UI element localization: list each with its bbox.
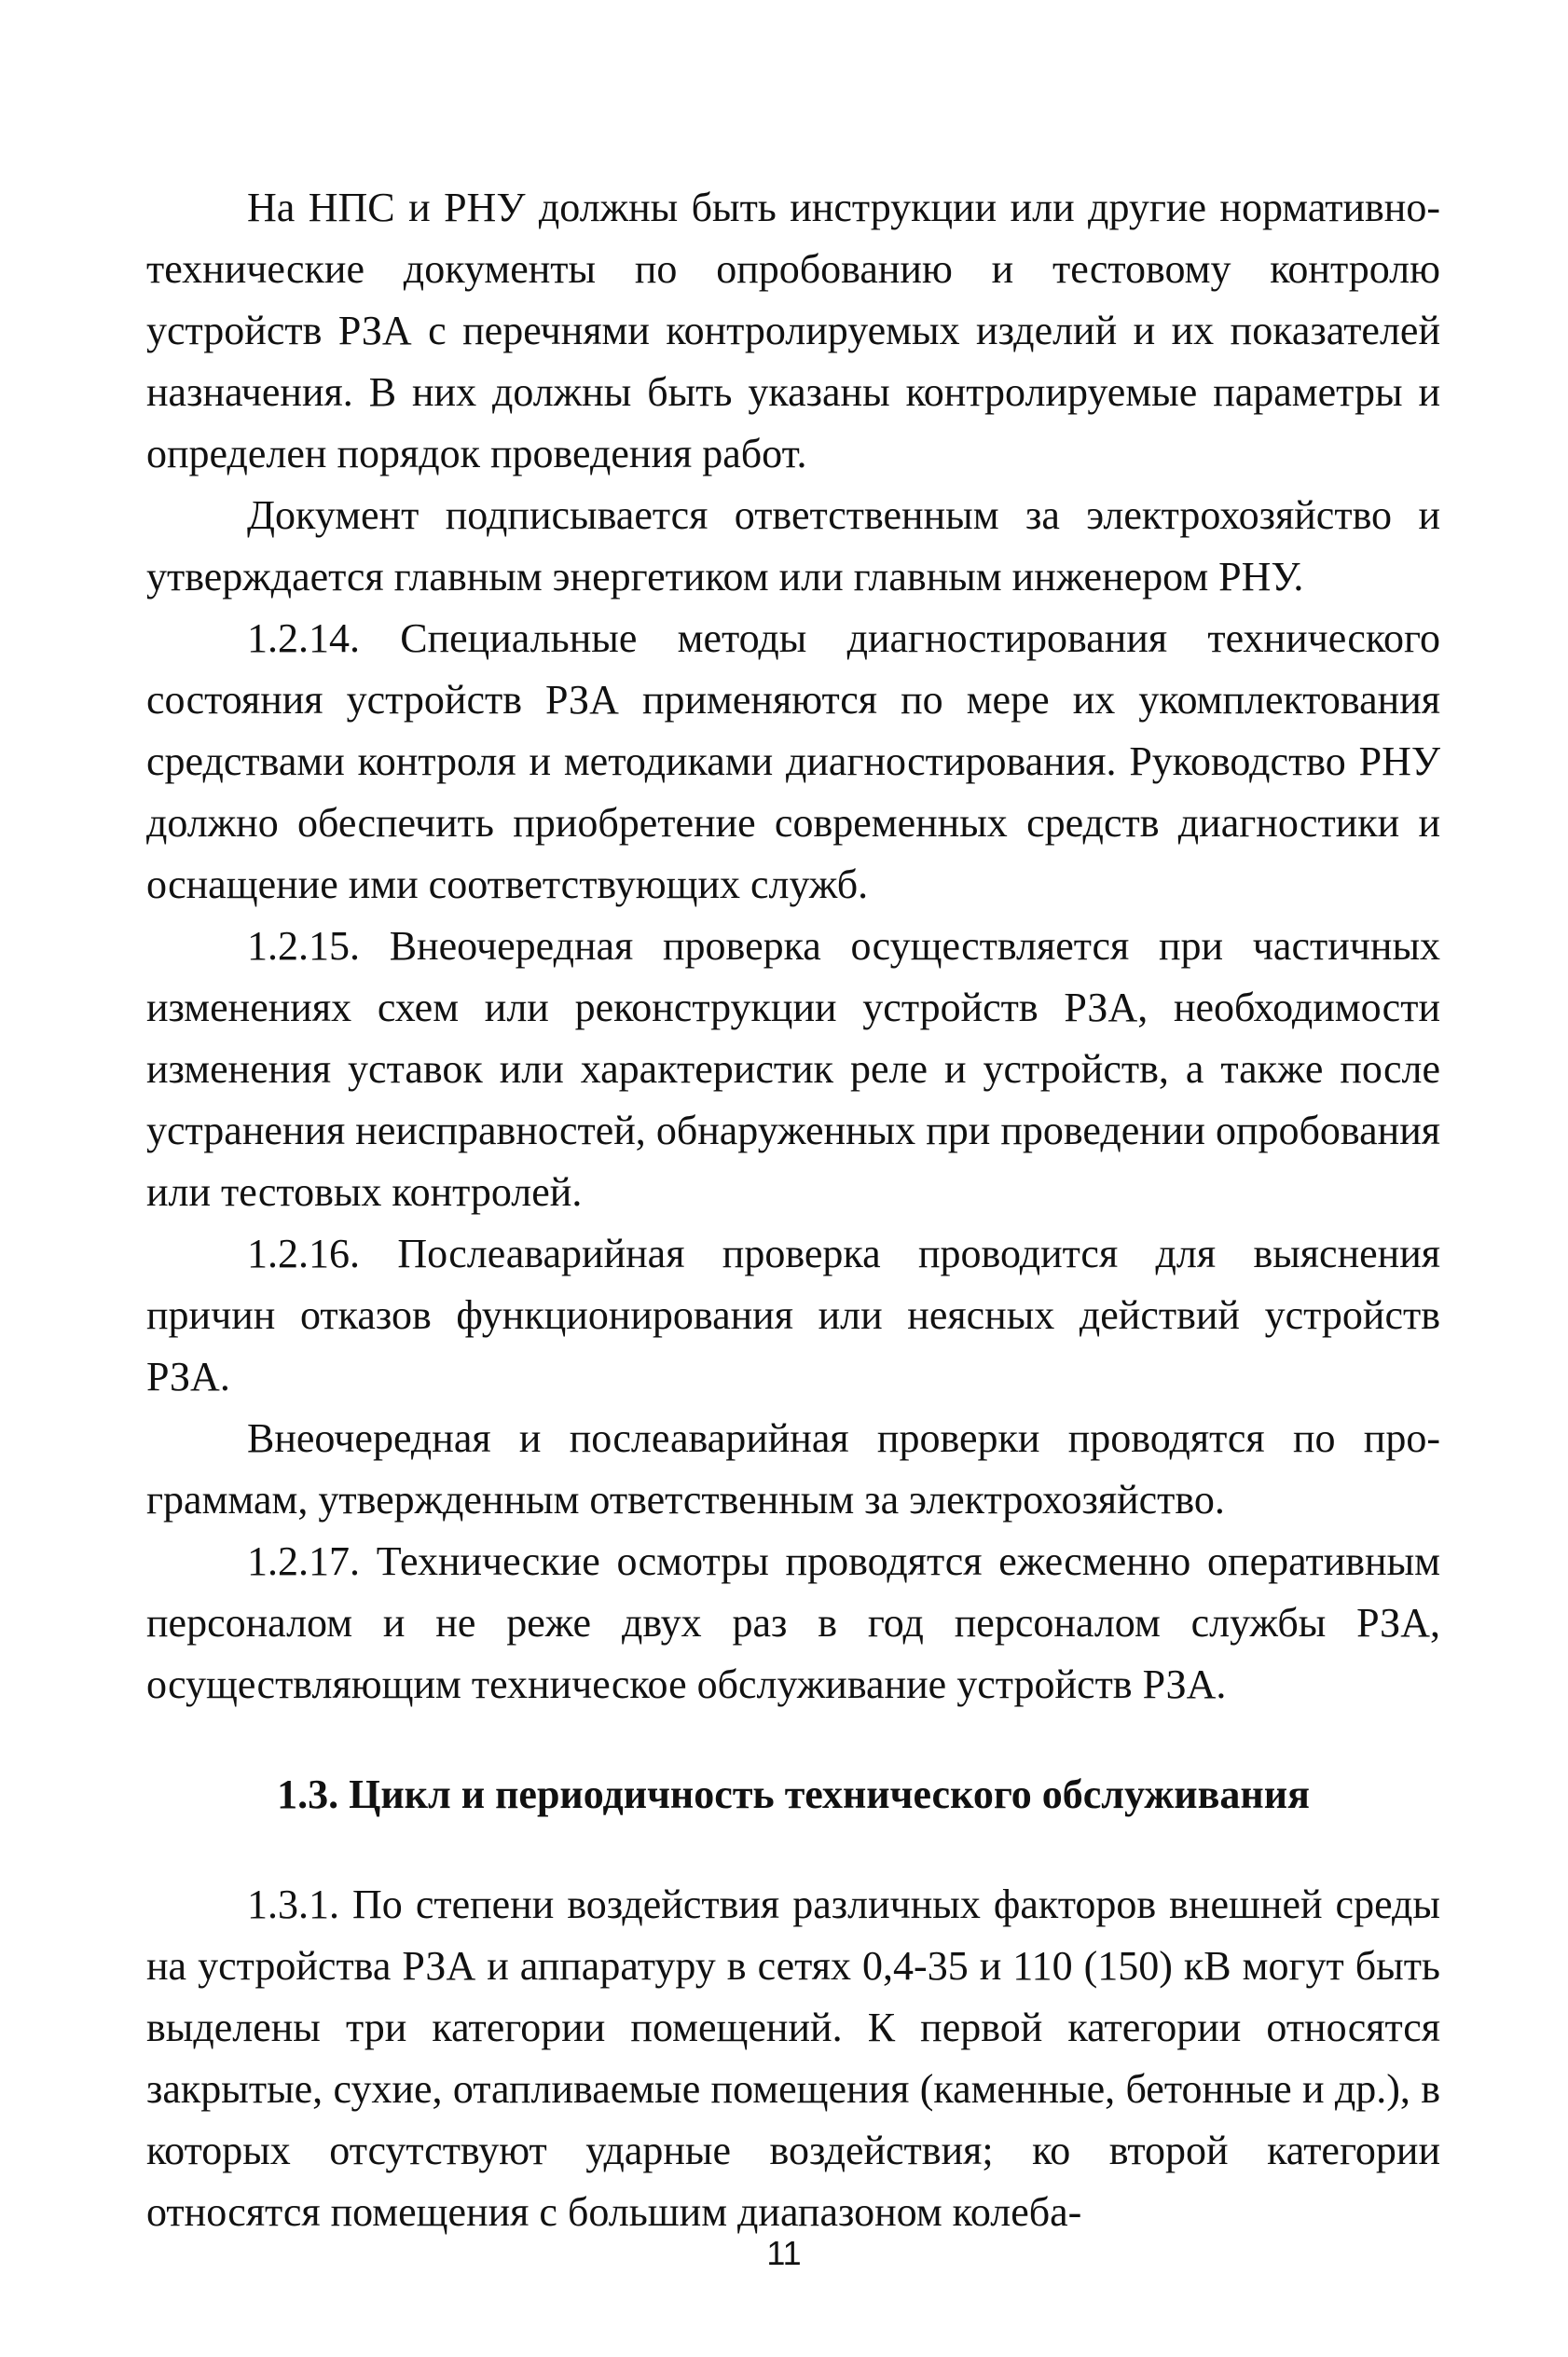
paragraph-1-2-14: 1.2.14. Специальные методы диагностирования технического состояния устройств РЗА применяются по мере их укомплектования средствами контроля и методиками диагностирования. Руководство РНУ должно обеспечить приобретение современных средств диагностики и оснащение ими соответствующих служб. xyxy=(146,615,1440,907)
paragraph-unscheduled-checks: Внеочередная и послеаварийная проверки проводятся по программам, утвержденным ответственным за электрохозяйство. xyxy=(146,1415,1440,1523)
paragraph-instructions: На НПС и РНУ должны быть инструкции или другие нормативно-технические документы по опробованию и тестовому контролю устройств РЗА с перечнями контролируемых изделий и их показателей назначения. В них должны быть указаны контролируемые параметры и определен порядок проведения работ. xyxy=(146,185,1440,476)
paragraph-document-approval: Документ подписывается ответственным за электрохозяйство и утверждается главным энергетиком или главным инженером РНУ. xyxy=(146,492,1440,600)
paragraph-1-2-17: 1.2.17. Технические осмотры проводятся ежесменно оперативным персоналом и не реже двух раз в год персоналом службы РЗА, осуществляющим техническое обслуживание устройств РЗА. xyxy=(146,1538,1440,1707)
section-heading: 1.3. Цикл и периодичность технического обслуживания xyxy=(277,1771,1310,1817)
page-number: 11 xyxy=(766,2234,802,2272)
paragraph-1-3-1: 1.3.1. По степени воздействия различных факторов внешней среды на устройства РЗА и аппаратуру в сетях 0,4-35 и 110 (150) кВ могут быть выделены три категории помещений. К первой категории относятся закрытые, сухие, отапливаемые помещения (каменные, бетонные и др.), в которых отсутствуют ударные воздействия; ко второй категории относятся помещения с большим диапазоном колеба- xyxy=(146,1881,1440,2235)
paragraph-1-2-16: 1.2.16. Послеаварийная проверка проводится для выяснения причин отказов функционирования или неясных действий устройств РЗА. xyxy=(146,1231,1440,1399)
paragraph-1-2-15: 1.2.15. Внеочередная проверка осуществляется при частичных изменениях схем или реконструкции устройств РЗА, необходимости изменения уставок или характеристик реле и устройств, а также после устранения неисправностей, обнаруженных при проведении опробования или тестовых контролей. xyxy=(146,923,1440,1215)
document-page xyxy=(146,177,1440,2243)
